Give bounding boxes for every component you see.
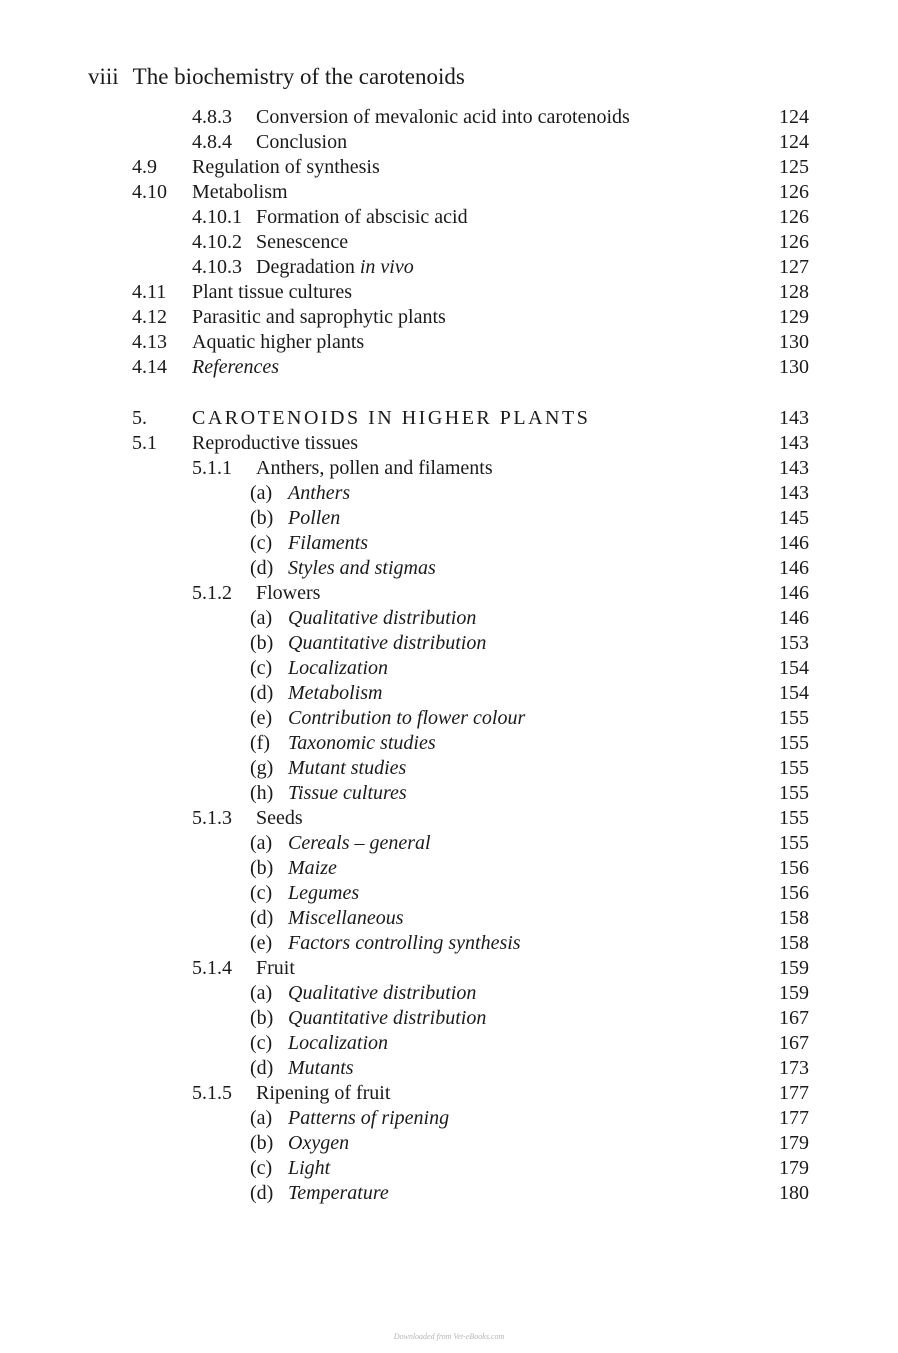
toc-entry xyxy=(0,180,898,205)
toc-entry xyxy=(0,481,898,506)
toc-entry-number: (a) xyxy=(250,982,273,1004)
toc-entry xyxy=(0,255,898,280)
toc-entry xyxy=(0,631,898,656)
toc-entry xyxy=(0,355,898,380)
running-header xyxy=(88,64,465,90)
toc-entry-title xyxy=(192,406,590,431)
toc-entry-title-text: Ripening of fruit xyxy=(256,1082,391,1104)
toc-chapter-heading xyxy=(0,406,898,431)
toc-entry-number: (d) xyxy=(250,682,274,704)
toc-entry-page: 146 xyxy=(779,557,809,579)
toc-entry-number: 5.1.4 xyxy=(192,957,232,979)
toc-entry-title xyxy=(288,1181,389,1206)
toc-entry-page: 179 xyxy=(779,1132,809,1154)
section-gap xyxy=(0,380,898,406)
toc-entry-title-italic: Contribution to flower colour xyxy=(288,707,526,729)
toc-entry-title xyxy=(192,431,358,456)
toc-entry-page: 167 xyxy=(779,1032,809,1054)
toc-entry-number: (b) xyxy=(250,1007,274,1029)
toc-entry xyxy=(0,531,898,556)
toc-entry-page: 155 xyxy=(779,707,809,729)
toc-entry-title xyxy=(256,956,295,981)
toc-entry-title-italic: Quantitative distribution xyxy=(288,632,487,654)
toc-entry-number: (c) xyxy=(250,532,273,554)
toc-entry-page: 128 xyxy=(779,281,809,303)
toc-entry-page: 126 xyxy=(779,181,809,203)
toc-entry-page: 130 xyxy=(779,356,809,378)
toc-entry-title xyxy=(192,280,352,305)
toc-entry-title-italic: Patterns of ripening xyxy=(288,1107,450,1129)
toc-entry-number: 4.9 xyxy=(132,156,157,178)
toc-entry-title xyxy=(256,230,348,255)
toc-entry-title-italic: Mutant studies xyxy=(288,757,407,779)
toc-entry-title-text: Regulation of synthesis xyxy=(192,156,380,178)
toc-entry-title-italic: Quantitative distribution xyxy=(288,1007,487,1029)
toc-entry-title-text: Senescence xyxy=(256,231,349,253)
toc-entry-title-italic: References xyxy=(192,356,279,378)
toc-entry-page: 146 xyxy=(779,607,809,629)
toc-entry-title xyxy=(192,330,364,355)
toc-entry-title-italic: Localization xyxy=(288,657,389,679)
toc-entry-page: 167 xyxy=(779,1007,809,1029)
toc-entry-number: 5.1.3 xyxy=(192,807,232,829)
toc-entry-number: (b) xyxy=(250,507,274,529)
toc-entry-title-italic: Qualitative distribution xyxy=(288,607,477,629)
toc-entry-number: (d) xyxy=(250,1182,274,1204)
toc-entry-title xyxy=(288,531,368,556)
toc-entry-title-text: Seeds xyxy=(256,807,303,829)
toc-entry-title xyxy=(288,1031,388,1056)
toc-entry xyxy=(0,506,898,531)
toc-entry-title xyxy=(256,130,347,155)
toc-entry-title-italic: Mutants xyxy=(288,1057,354,1079)
toc-entry-title-text: Formation of abscisic acid xyxy=(256,206,468,228)
toc-entry-page: 156 xyxy=(779,882,809,904)
toc-entry-number: (c) xyxy=(250,1032,273,1054)
toc-entry xyxy=(0,1006,898,1031)
toc-entry xyxy=(0,1081,898,1106)
toc-entry-title-italic: Filaments xyxy=(288,532,368,554)
toc-entry-title xyxy=(192,155,380,180)
toc-entry-title xyxy=(288,931,521,956)
toc-entry-page: 130 xyxy=(779,331,809,353)
toc-entry-number: 4.8.4 xyxy=(192,131,232,153)
toc-entry-page: 153 xyxy=(779,632,809,654)
toc-entry-title-italic: Pollen xyxy=(288,507,341,529)
toc-entry xyxy=(0,831,898,856)
toc-entry-title xyxy=(288,681,382,706)
toc-entry xyxy=(0,205,898,230)
toc-entry-page: 173 xyxy=(779,1057,809,1079)
toc-entry-number: 4.12 xyxy=(132,306,167,328)
toc-entry-number: (d) xyxy=(250,557,274,579)
toc-entry-title-italic: in vivo xyxy=(359,256,414,278)
toc-entry-number: 4.8.3 xyxy=(192,106,232,128)
table-of-contents xyxy=(0,105,898,1206)
toc-entry-title-italic: Factors controlling synthesis xyxy=(288,932,521,954)
toc-entry xyxy=(0,1156,898,1181)
toc-entry-title xyxy=(288,1156,330,1181)
toc-entry-title xyxy=(256,581,320,606)
toc-entry xyxy=(0,806,898,831)
toc-entry-page: 146 xyxy=(779,582,809,604)
toc-entry-number: (d) xyxy=(250,907,274,929)
toc-entry xyxy=(0,856,898,881)
toc-entry-title xyxy=(256,205,468,230)
toc-entry-page: 154 xyxy=(779,682,809,704)
toc-entry-page: 158 xyxy=(779,907,809,929)
toc-entry-page: 177 xyxy=(779,1082,809,1104)
toc-entry-page: 155 xyxy=(779,757,809,779)
toc-entry-title xyxy=(288,906,404,931)
toc-entry-title-italic: Oxygen xyxy=(288,1132,350,1154)
toc-entry-number: (a) xyxy=(250,1107,273,1129)
running-title: The biochemistry of the carotenoids xyxy=(132,64,465,89)
toc-entry xyxy=(0,706,898,731)
toc-entry-title-italic: Temperature xyxy=(288,1182,389,1204)
toc-entry xyxy=(0,130,898,155)
toc-entry-title xyxy=(288,731,436,756)
toc-entry-title-italic: Qualitative distribution xyxy=(288,982,477,1004)
toc-entry-number: (e) xyxy=(250,932,273,954)
toc-entry-title xyxy=(288,606,476,631)
toc-entry-title xyxy=(288,781,407,806)
toc-entry xyxy=(0,305,898,330)
toc-entry xyxy=(0,656,898,681)
toc-entry-title-italic: Taxonomic studies xyxy=(288,732,436,754)
toc-entry xyxy=(0,1181,898,1206)
toc-entry-number: (e) xyxy=(250,707,273,729)
toc-entry-number: (b) xyxy=(250,632,274,654)
toc-entry-page: 159 xyxy=(779,982,809,1004)
toc-entry-title xyxy=(288,1131,349,1156)
toc-entry-title-italic: Anthers xyxy=(288,482,351,504)
toc-entry-title xyxy=(288,831,431,856)
toc-entry-number: 4.13 xyxy=(132,331,167,353)
toc-entry-title-italic: Cereals – general xyxy=(288,832,431,854)
toc-entry-title xyxy=(256,806,303,831)
toc-entry-number: 5.1.1 xyxy=(192,457,232,479)
toc-entry-page: 145 xyxy=(779,507,809,529)
toc-entry-page: 124 xyxy=(779,106,809,128)
toc-entry-page: 124 xyxy=(779,131,809,153)
toc-entry-title-text: Anthers, pollen and filaments xyxy=(256,457,493,479)
toc-entry xyxy=(0,1031,898,1056)
toc-entry xyxy=(0,1106,898,1131)
toc-entry-page: 180 xyxy=(779,1182,809,1204)
toc-entry-number: (a) xyxy=(250,832,273,854)
toc-entry-title xyxy=(288,981,476,1006)
toc-entry-number: (b) xyxy=(250,1132,274,1154)
toc-entry-number: (f) xyxy=(250,732,270,754)
toc-entry-title xyxy=(288,656,388,681)
toc-entry-page: 126 xyxy=(779,231,809,253)
toc-entry-title-text: Metabolism xyxy=(192,181,288,203)
toc-entry-title xyxy=(288,1006,486,1031)
watermark: Downloaded from Vet-eBooks.com xyxy=(393,1332,505,1341)
toc-entry-title-text: Reproductive tissues xyxy=(192,432,359,454)
page-number: viii xyxy=(88,64,119,89)
toc-entry xyxy=(0,1131,898,1156)
toc-entry-title xyxy=(288,506,340,531)
toc-entry-title xyxy=(192,180,288,205)
toc-entry-page: 177 xyxy=(779,1107,809,1129)
toc-entry xyxy=(0,931,898,956)
toc-entry-title-italic: Maize xyxy=(288,857,337,879)
toc-entry-title xyxy=(256,1081,390,1106)
toc-entry-title-italic: Metabolism xyxy=(288,682,383,704)
toc-entry-number: 4.10.3 xyxy=(192,256,242,278)
toc-entry xyxy=(0,981,898,1006)
toc-entry xyxy=(0,881,898,906)
toc-entry-title-italic: Tissue cultures xyxy=(288,782,407,804)
toc-entry xyxy=(0,1056,898,1081)
toc-entry xyxy=(0,756,898,781)
toc-entry-number: (a) xyxy=(250,482,273,504)
toc-entry xyxy=(0,556,898,581)
toc-entry-title xyxy=(288,556,436,581)
toc-entry-title-text: Plant tissue cultures xyxy=(192,281,352,303)
toc-entry-number: 4.10.1 xyxy=(192,206,242,228)
toc-entry-title-text: Fruit xyxy=(256,957,295,979)
toc-entry-page: 155 xyxy=(779,807,809,829)
toc-entry-title xyxy=(288,1056,354,1081)
toc-entry xyxy=(0,105,898,130)
toc-entry-title-text: Degradation xyxy=(256,256,360,278)
toc-entry-title-italic: Localization xyxy=(288,1032,389,1054)
toc-entry-number: 5.1 xyxy=(132,432,157,454)
toc-entry-title xyxy=(256,255,414,280)
toc-entry-title xyxy=(256,456,493,481)
toc-entry-number: 5. xyxy=(132,407,147,429)
toc-entry-page: 146 xyxy=(779,532,809,554)
toc-entry xyxy=(0,330,898,355)
toc-entry-number: 4.11 xyxy=(132,281,167,303)
toc-entry-title xyxy=(256,105,630,130)
toc-entry-title xyxy=(192,355,279,380)
toc-entry-page: 125 xyxy=(779,156,809,178)
toc-entry xyxy=(0,681,898,706)
toc-entry-title xyxy=(288,706,525,731)
toc-entry-number: (c) xyxy=(250,657,273,679)
toc-entry xyxy=(0,781,898,806)
toc-entry-page: 155 xyxy=(779,832,809,854)
toc-entry-title xyxy=(288,1106,449,1131)
toc-entry-number: 5.1.5 xyxy=(192,1082,232,1104)
toc-entry-title xyxy=(192,305,446,330)
toc-entry xyxy=(0,606,898,631)
toc-entry-page: 156 xyxy=(779,857,809,879)
toc-entry xyxy=(0,280,898,305)
toc-entry-title xyxy=(288,631,486,656)
toc-entry-number: (g) xyxy=(250,757,274,779)
toc-entry xyxy=(0,956,898,981)
toc-entry-page: 126 xyxy=(779,206,809,228)
toc-entry-page: 154 xyxy=(779,657,809,679)
toc-entry-title-italic: Light xyxy=(288,1157,331,1179)
toc-entry xyxy=(0,581,898,606)
toc-entry-title-text: Conversion of mevalonic acid into carotenoids xyxy=(256,106,630,128)
toc-entry-number: 4.14 xyxy=(132,356,167,378)
toc-entry-title-italic: Styles and stigmas xyxy=(288,557,436,579)
toc-entry-page: 155 xyxy=(779,782,809,804)
toc-entry-page: 127 xyxy=(779,256,809,278)
toc-entry-title-italic: Miscellaneous xyxy=(288,907,404,929)
toc-entry-title-text: Aquatic higher plants xyxy=(192,331,365,353)
toc-entry-number: 4.10 xyxy=(132,181,167,203)
toc-entry-title xyxy=(288,881,359,906)
toc-entry-number: (a) xyxy=(250,607,273,629)
toc-entry-number: (b) xyxy=(250,857,274,879)
toc-entry-page: 129 xyxy=(779,306,809,328)
toc-entry-number: 4.10.2 xyxy=(192,231,242,253)
toc-entry xyxy=(0,431,898,456)
toc-entry-number: (c) xyxy=(250,1157,273,1179)
toc-entry-title-text: Conclusion xyxy=(256,131,348,153)
toc-entry-page: 143 xyxy=(779,407,809,429)
toc-entry-title-text: Flowers xyxy=(256,582,321,604)
toc-entry-title xyxy=(288,756,406,781)
toc-entry-title-italic: Legumes xyxy=(288,882,360,904)
toc-entry-title xyxy=(288,481,350,506)
toc-entry-page: 143 xyxy=(779,432,809,454)
toc-entry-title-text: CAROTENOIDS IN HIGHER PLANTS xyxy=(192,407,591,429)
toc-entry-number: (h) xyxy=(250,782,274,804)
toc-entry xyxy=(0,456,898,481)
toc-entry-number: (c) xyxy=(250,882,273,904)
toc-entry xyxy=(0,731,898,756)
toc-entry xyxy=(0,230,898,255)
toc-entry-number: (d) xyxy=(250,1057,274,1079)
toc-entry xyxy=(0,906,898,931)
toc-entry-page: 143 xyxy=(779,457,809,479)
toc-entry xyxy=(0,155,898,180)
toc-entry-page: 143 xyxy=(779,482,809,504)
toc-entry-title xyxy=(288,856,337,881)
toc-entry-page: 158 xyxy=(779,932,809,954)
toc-entry-title-text: Parasitic and saprophytic plants xyxy=(192,306,446,328)
toc-entry-page: 155 xyxy=(779,732,809,754)
toc-entry-page: 159 xyxy=(779,957,809,979)
toc-entry-number: 5.1.2 xyxy=(192,582,232,604)
toc-entry-page: 179 xyxy=(779,1157,809,1179)
